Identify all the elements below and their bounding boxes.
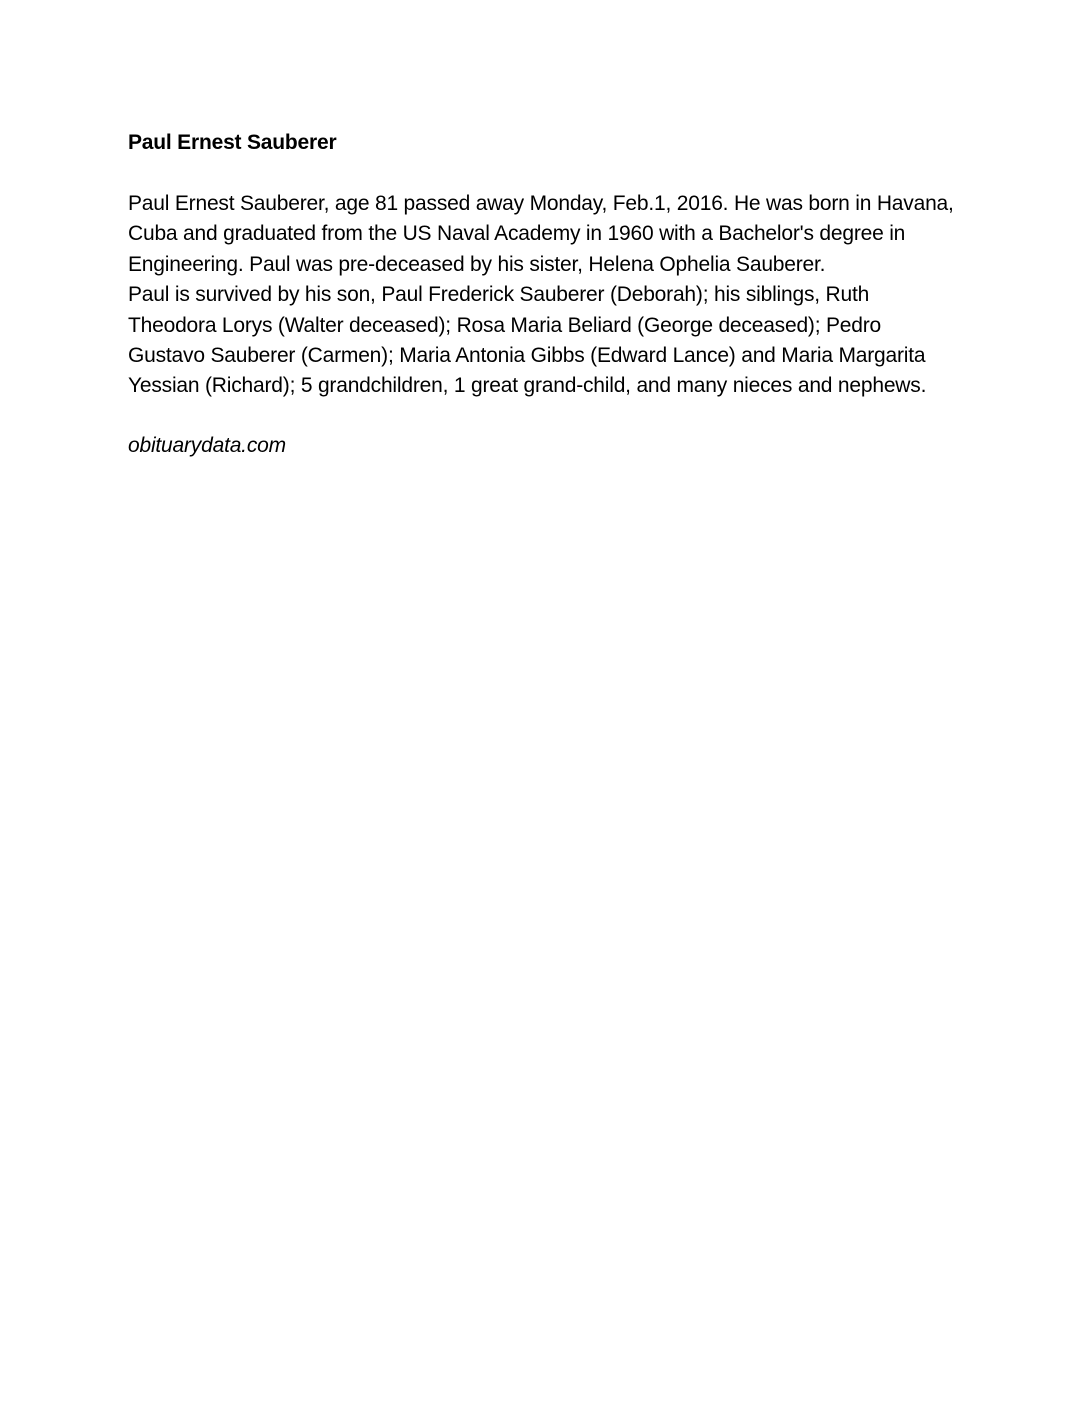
document-content bbox=[128, 127, 958, 461]
obituary-paragraph-2: Paul is survived by his son, Paul Frederick Sauberer (Deborah); his siblings, Ruth Theodora Lorys (Walter deceased); Rosa Maria Beliard (George deceased); Pedro Gustavo Sauberer (Carmen); Maria Antonia Gibbs (Edward Lance) and Maria Margarita Yessian (Richard); 5 grandchildren, 1 great grand-child, and many nieces and nephews. bbox=[128, 283, 927, 398]
source-credit: obituarydata.com bbox=[128, 433, 286, 457]
obituary-paragraph-1: Paul Ernest Sauberer, age 81 passed away Monday, Feb.1, 2016. He was born in Havana, Cuba and graduated from the US Naval Academy in 1960 with a Bachelor's degree in Engineering. Paul was pre-deceased by his sister, Helena Ophelia Sauberer. bbox=[128, 192, 954, 276]
obituary-title: Paul Ernest Sauberer bbox=[128, 131, 337, 154]
obituary-body bbox=[128, 189, 958, 402]
